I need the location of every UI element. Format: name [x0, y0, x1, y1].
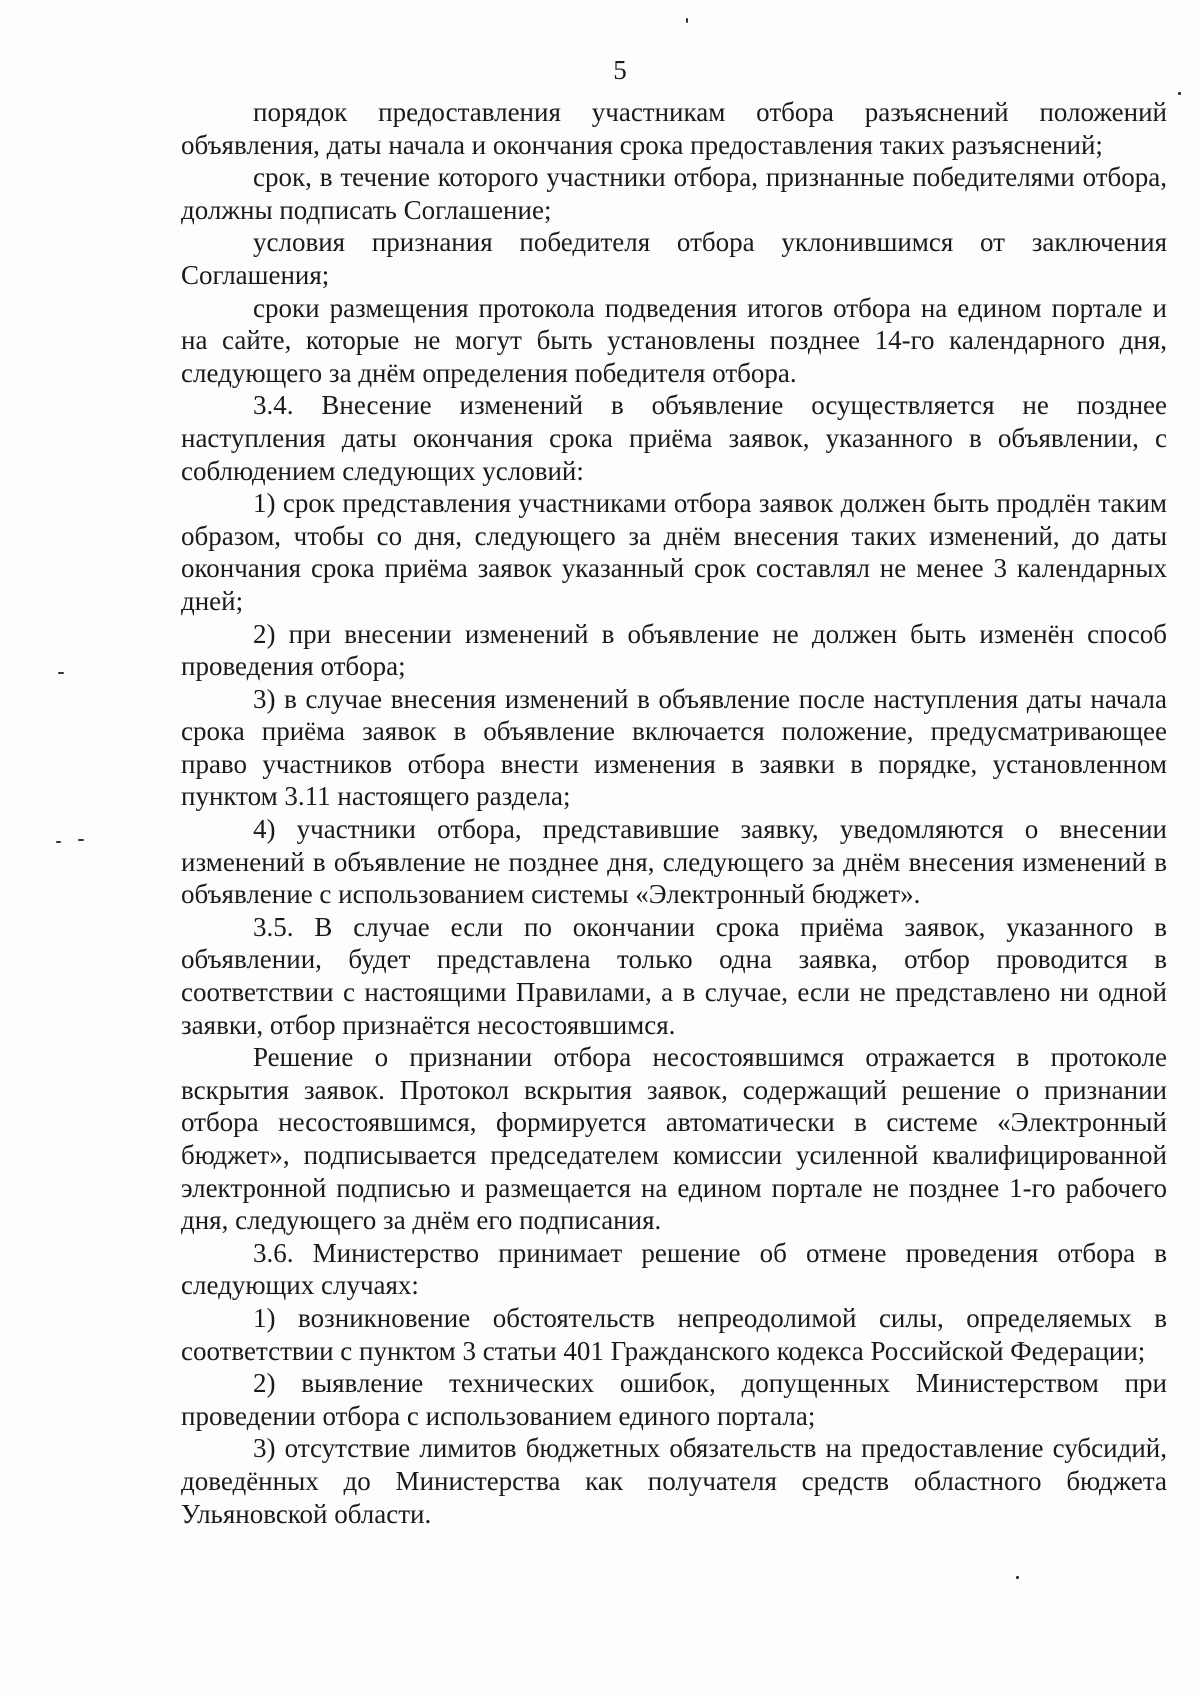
paragraph-3-6: 3.6. Министерство принимает решение об отмене проведения отбора в следующих случаях:	[181, 1237, 1167, 1301]
scan-speck	[56, 841, 61, 843]
paragraph-evasion-conditions: условия признания победителя отбора уклонившимся от заключения Соглашения;	[181, 227, 1167, 290]
page-number: 5	[613, 55, 627, 85]
paragraph-signing-term: срок, в течение которого участники отбора, признанные победителями отбора, должны подписать Соглашение;	[181, 162, 1167, 225]
scan-speck	[1178, 92, 1181, 95]
scan-speck	[58, 672, 64, 674]
paragraph-failed-selection-decision: Решение о признании отбора несостоявшимся отражается в протоколе вскрытия заявок. Протокол вскрытия заявок, содержащий решение о признании отбора несостоявшимся, формируется автоматически в системе «Электронный бюджет», подписывается председателем комиссии усиленной квалифицированной электронной подписью и размещается на едином портале не позднее 1-го рабочего дня, следующего за днём его подписания.	[181, 1042, 1167, 1236]
scan-speck	[1016, 1576, 1019, 1579]
paragraph-3-4-item-4: 4) участники отбора, представившие заявку, уведомляются о внесении изменений в объявление не позднее дня, следующего за днём внесения изменений в объявление с использованием системы «Электронный бюджет».	[181, 814, 1167, 910]
paragraph-3-4-item-1: 1) срок представления участниками отбора заявок должен быть продлён таким образом, чтобы со дня, следующего за днём внесения таких изменений, до даты окончания срока приёма заявок указанный срок составлял не менее 3 календарных дней;	[181, 488, 1167, 616]
paragraph-3-6-item-2: 2) выявление технических ошибок, допущенных Министерством при проведении отбора с использованием единого портала;	[181, 1368, 1167, 1431]
scan-speck	[78, 839, 84, 841]
paragraph-3-5: 3.5. В случае если по окончании срока приёма заявок, указанного в объявлении, будет представлена только одна заявка, отбор проводится в соответствии с настоящими Правилами, а в случае, если не представлено ни одной заявки, отбор признаётся несостоявшимся.	[181, 911, 1167, 1040]
paragraph-3-6-item-3: 3) отсутствие лимитов бюджетных обязательств на предоставление субсидий, доведённых до Министерства как получателя средств областного бюджета Ульяновской области.	[181, 1433, 1167, 1529]
paragraph-3-6-item-1: 1) возникновение обстоятельств непреодолимой силы, определяемых в соответствии с пунктом 3 статьи 401 Гражданского кодекса Российской Федерации;	[181, 1302, 1167, 1366]
paragraph-protocol-terms: сроки размещения протокола подведения итогов отбора на едином портале и на сайте, которые не могут быть установлены позднее 14-го календарного дня, следующего за днём определения победителя отбора.	[181, 292, 1167, 388]
scan-speck	[686, 18, 688, 23]
paragraph-3-4-item-2: 2) при внесении изменений в объявление не должен быть изменён способ проведения отбора;	[181, 618, 1167, 682]
paragraph-3-4: 3.4. Внесение изменений в объявление осуществляется не позднее наступления даты окончания срока приёма заявок, указанного в объявлении, с соблюдением следующих условий:	[181, 390, 1167, 486]
paragraph-3-4-item-3: 3) в случае внесения изменений в объявление после наступления даты начала срока приёма заявок в объявление включается положение, предусматривающее право участников отбора внести изменения в заявки в порядке, установленном пунктом 3.11 настоящего раздела;	[181, 683, 1167, 812]
document-body	[181, 96, 1167, 1530]
paragraph-clarification-procedure: порядок предоставления участникам отбора разъяснений положений объявления, даты начала и окончания срока предоставления таких разъяснений;	[181, 97, 1167, 160]
